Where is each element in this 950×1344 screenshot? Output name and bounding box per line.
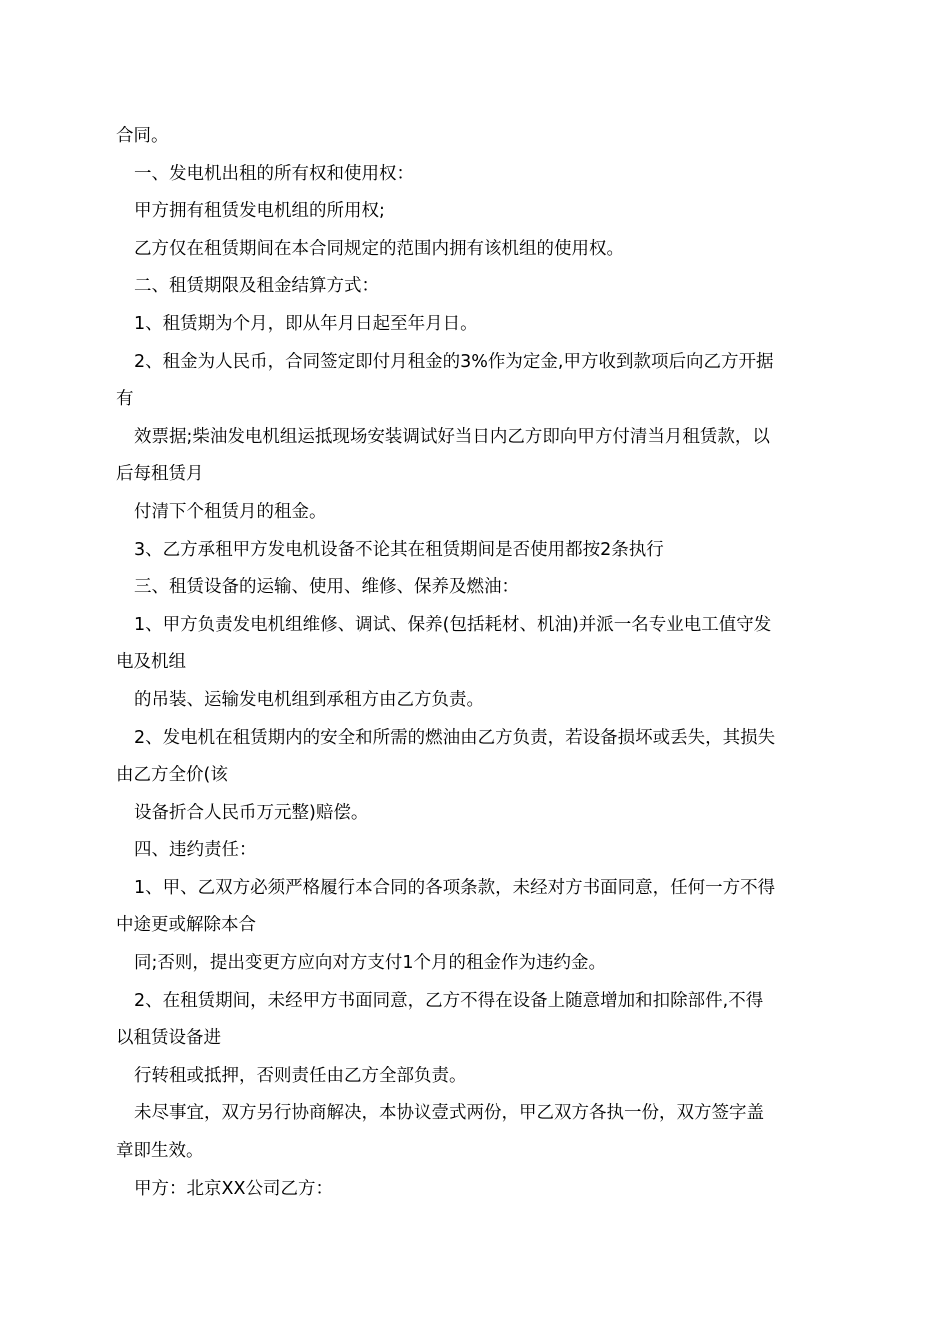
contract-text-body	[116, 118, 840, 1208]
text-line: 后每租赁月	[116, 464, 204, 485]
text-line: 有	[116, 389, 134, 410]
text-line: 合同。	[116, 126, 169, 146]
text-line: 设备折合人民币万元整)赔偿。	[134, 802, 369, 823]
text-line: 3、乙方承租甲方发电机设备不论其在租赁期间是否使用都按2条执行	[134, 539, 664, 560]
text-line: 甲方拥有租赁发电机组的所用权;	[134, 201, 385, 222]
text-line: 1、甲方负责发电机组维修、调试、保养(包括耗材、机油)并派一名专业电工值守发	[134, 614, 772, 635]
text-line: 乙方仅在租赁期间在本合同规定的范围内拥有该机组的使用权。	[134, 238, 624, 259]
text-line: 甲方：北京XX公司乙方：	[134, 1178, 333, 1199]
text-line: 中途更或解除本合	[116, 915, 256, 936]
text-line: 三、租赁设备的运输、使用、维修、保养及燃油：	[134, 577, 519, 598]
text-line: 行转租或抵押，否则责任由乙方全部负责。	[134, 1065, 467, 1086]
text-line: 一、发电机出租的所有权和使用权：	[134, 163, 414, 184]
text-line: 的吊装、运输发电机组到承租方由乙方负责。	[134, 689, 484, 710]
text-line: 1、甲、乙双方必须严格履行本合同的各项条款，未经对方书面同意，任何一方不得	[134, 877, 776, 898]
text-line: 效票据;柴油发电机组运抵现场安装调试好当日内乙方即向甲方付清当月租赁款，以	[134, 426, 770, 447]
text-line: 二、租赁期限及租金结算方式：	[134, 276, 379, 297]
text-line: 付清下个租赁月的租金。	[134, 501, 327, 522]
text-line: 四、违约责任：	[134, 840, 257, 861]
text-line: 2、在租赁期间，未经甲方书面同意，乙方不得在设备上随意增加和扣除部件,不得	[134, 990, 764, 1011]
text-line: 1、租赁期为个月，即从年月日起至年月日。	[134, 313, 478, 334]
text-line: 以租赁设备进	[116, 1028, 221, 1049]
text-line: 2、发电机在租赁期内的安全和所需的燃油由乙方负责，若设备损坏或丢失，其损失	[134, 727, 776, 748]
text-line: 未尽事宜，双方另行协商解决，本协议壹式两份，甲乙双方各执一份，双方签字盖	[134, 1103, 764, 1124]
text-line: 2、租金为人民币，合同签定即付月租金的3%作为定金,甲方收到款项后向乙方开据	[134, 351, 774, 372]
text-line: 章即生效。	[116, 1141, 204, 1162]
text-line: 由乙方全价(该	[116, 765, 228, 786]
text-line: 电及机组	[116, 652, 186, 673]
text-line: 同;否则，提出变更方应向对方支付1个月的租金作为违约金。	[134, 953, 607, 974]
